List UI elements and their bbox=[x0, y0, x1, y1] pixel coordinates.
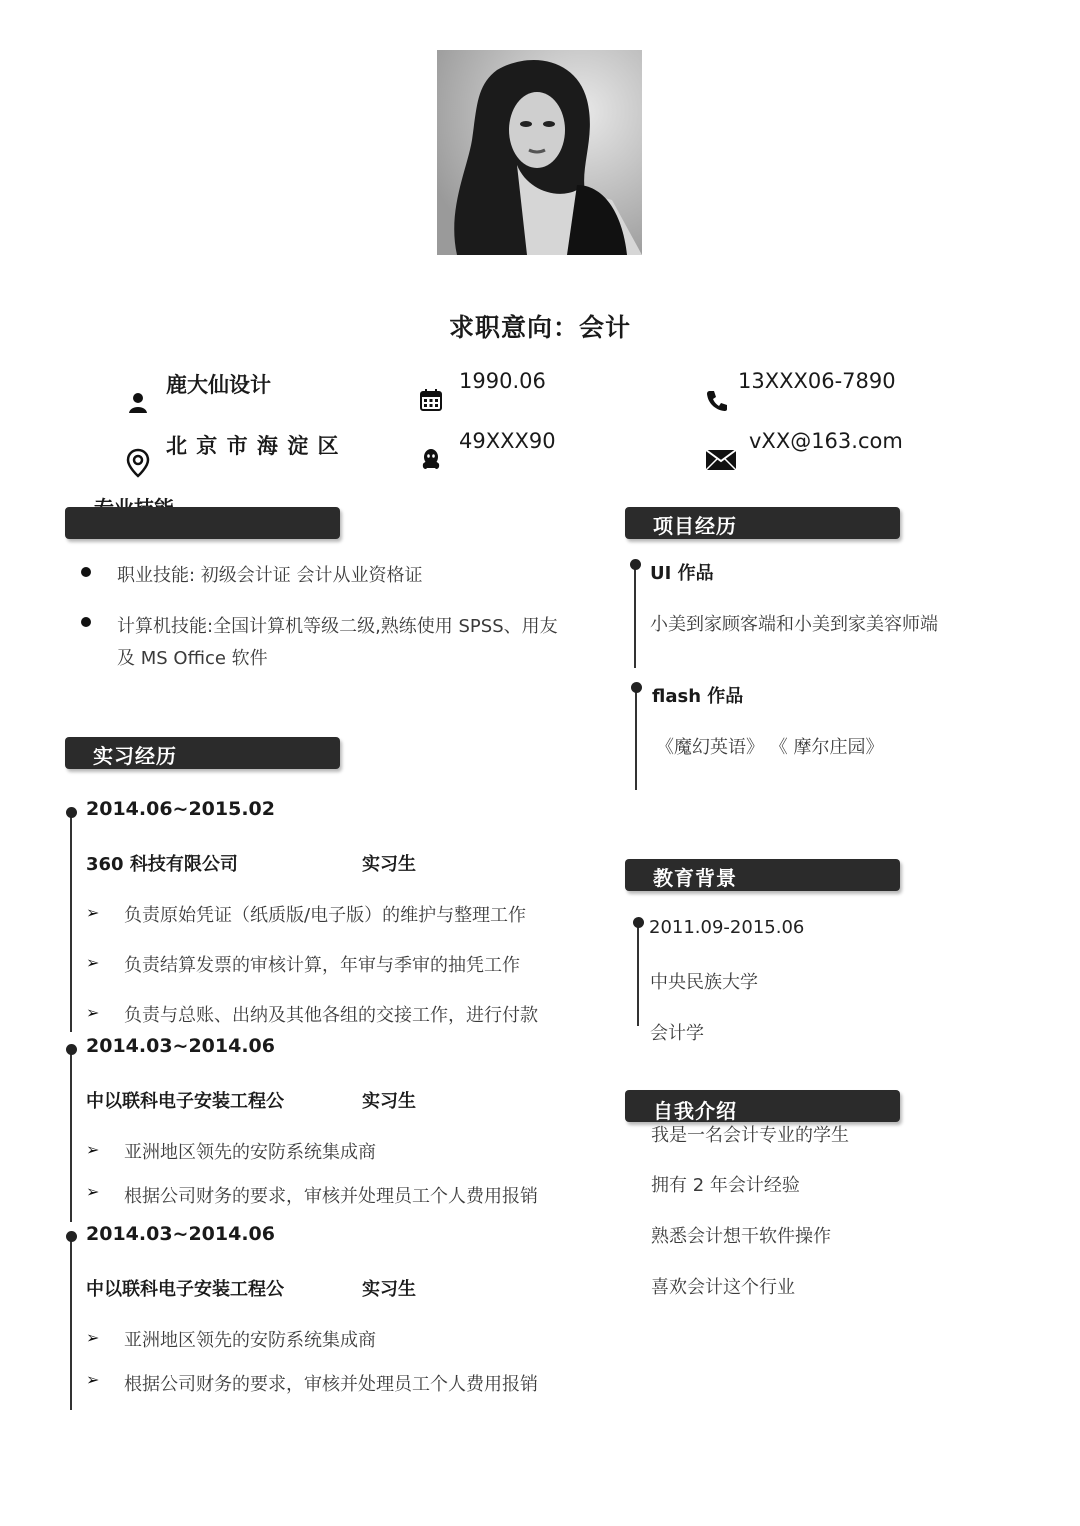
phone-icon bbox=[706, 390, 728, 412]
internship-duty: 根据公司财务的要求，审核并处理员工个人费用报销 bbox=[124, 1374, 538, 1395]
timeline-dot bbox=[66, 1044, 77, 1055]
duty-clip bbox=[86, 1182, 576, 1207]
timeline-line bbox=[70, 1236, 72, 1410]
timeline-line bbox=[637, 922, 639, 1026]
contact-birth: 1990.06 bbox=[459, 369, 546, 393]
skill-item: 计算机技能:全国计算机等级二级,熟练使用 SPSS、用友 bbox=[117, 616, 558, 637]
bullet-dot bbox=[81, 567, 91, 577]
avatar bbox=[437, 50, 642, 255]
internship-duty: 根据公司财务的要求，审核并处理员工个人费用报销 bbox=[124, 1186, 538, 1207]
intro-line: 喜欢会计这个行业 bbox=[651, 1277, 795, 1298]
project-desc: 小美到家顾客端和小美到家美容师端 bbox=[650, 614, 938, 635]
internship-title: 实习经历 bbox=[93, 744, 177, 768]
skills-title-clip bbox=[94, 490, 214, 508]
timeline-line bbox=[635, 690, 637, 790]
contact-name: 鹿大仙设计 bbox=[166, 373, 271, 397]
arrow-bullet: ➢ bbox=[86, 1370, 100, 1389]
calendar-icon bbox=[420, 389, 442, 411]
timeline-dot bbox=[66, 1231, 77, 1242]
mail-icon bbox=[705, 449, 737, 471]
projects-header bbox=[625, 507, 900, 539]
timeline-line bbox=[634, 568, 636, 668]
education-header bbox=[625, 859, 900, 891]
arrow-bullet: ➢ bbox=[86, 1003, 100, 1022]
arrow-bullet: ➢ bbox=[86, 1328, 100, 1347]
internship-company: 360 科技有限公司 bbox=[86, 854, 238, 875]
bullet-dot bbox=[81, 617, 91, 627]
education-school: 中央民族大学 bbox=[650, 972, 758, 993]
project-name: UI 作品 bbox=[650, 563, 714, 584]
project-name: flash 作品 bbox=[652, 686, 744, 707]
timeline-dot bbox=[633, 917, 644, 928]
person-icon bbox=[128, 392, 148, 414]
qq-penguin-icon bbox=[421, 448, 441, 472]
intro-header bbox=[625, 1090, 900, 1122]
internship-duty: 负责原始凭证（纸质版/电子版）的维护与整理工作 bbox=[124, 905, 527, 926]
education-title: 教育背景 bbox=[653, 866, 737, 890]
education-period: 2011.09-2015.06 bbox=[649, 917, 805, 938]
internship-company: 中以联科电子安装工程公 bbox=[86, 1091, 284, 1112]
internship-duty: 亚洲地区领先的安防系统集成商 bbox=[124, 1330, 376, 1351]
contact-phone: 13XXX06-7890 bbox=[738, 369, 896, 393]
internship-date: 2014.03~2014.06 bbox=[86, 1223, 275, 1245]
internship-duty: 亚洲地区领先的安防系统集成商 bbox=[124, 1142, 376, 1163]
projects-title: 项目经历 bbox=[653, 514, 737, 538]
internship-duty: 负责结算发票的审核计算，年审与季审的抽凭工作 bbox=[124, 955, 520, 976]
internship-header bbox=[65, 737, 340, 769]
duty-clip bbox=[86, 1370, 576, 1395]
internship-role: 实习生 bbox=[362, 1091, 416, 1112]
timeline-dot bbox=[66, 807, 77, 818]
contact-qq: 49XXX90 bbox=[459, 429, 556, 453]
contact-address: 北 京 市 海 淀 区 bbox=[166, 434, 340, 458]
arrow-bullet: ➢ bbox=[86, 953, 100, 972]
internship-company: 中以联科电子安装工程公 bbox=[86, 1279, 284, 1300]
intro-line: 拥有 2 年会计经验 bbox=[651, 1175, 800, 1196]
arrow-bullet: ➢ bbox=[86, 1140, 100, 1159]
timeline-dot bbox=[631, 682, 642, 693]
internship-role: 实习生 bbox=[362, 854, 416, 875]
internship-role: 实习生 bbox=[362, 1279, 416, 1300]
project-desc: 《魔幻英语》 《 摩尔庄园》 bbox=[656, 737, 884, 758]
timeline-line bbox=[70, 1048, 72, 1222]
internship-duty: 负责与总账、出纳及其他各组的交接工作，进行付款 bbox=[124, 1005, 538, 1026]
timeline-dot bbox=[630, 559, 641, 570]
location-pin-icon bbox=[127, 449, 149, 477]
intro-title: 自我介绍 bbox=[653, 1099, 737, 1123]
skill-item: 及 MS Office 软件 bbox=[117, 648, 268, 669]
contact-email: vXX@163.com bbox=[749, 429, 903, 453]
internship-date: 2014.03~2014.06 bbox=[86, 1035, 275, 1057]
duty-clip bbox=[124, 1000, 574, 1024]
portrait-photo-icon bbox=[437, 50, 642, 255]
skill-item: 职业技能: 初级会计证 会计从业资格证 bbox=[117, 565, 423, 586]
arrow-bullet: ➢ bbox=[86, 903, 100, 922]
timeline-line bbox=[70, 812, 72, 1032]
intro-line: 我是一名会计专业的学生 bbox=[651, 1125, 849, 1146]
internship-date: 2014.06~2015.02 bbox=[86, 798, 275, 820]
skills-header-bar bbox=[65, 507, 340, 539]
arrow-bullet: ➢ bbox=[86, 1182, 100, 1201]
intro-line: 熟悉会计想干软件操作 bbox=[651, 1226, 831, 1247]
education-major: 会计学 bbox=[650, 1023, 704, 1044]
job-target: 求职意向：会计 bbox=[448, 313, 631, 342]
